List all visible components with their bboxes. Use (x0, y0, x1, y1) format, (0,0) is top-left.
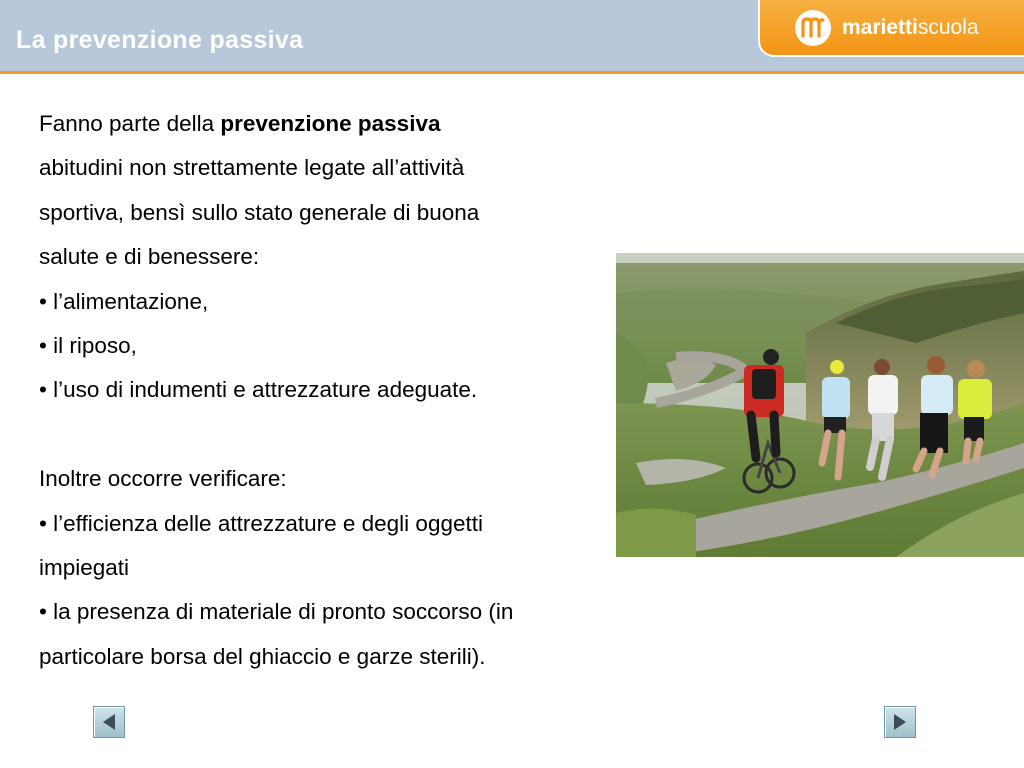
slide-title: La prevenzione passiva (16, 26, 304, 54)
header-divider (0, 71, 1024, 74)
intro-line: sportiva, bensì sullo stato generale di buona (39, 199, 480, 225)
intro-prefix: Fanno parte della (39, 111, 221, 136)
bullet-item: • la presenza di materiale di pronto soccorso (in (39, 599, 514, 625)
intro-line: salute e di benessere: (39, 244, 260, 270)
arrow-right-icon (885, 707, 915, 737)
bullet-item-continuation: impiegati (39, 555, 130, 581)
marietti-logo-icon (793, 8, 833, 48)
previous-slide-button[interactable] (93, 706, 125, 738)
intro-bold-term: prevenzione passiva (220, 111, 441, 136)
publisher-logo (758, 0, 1024, 57)
logo-brand-light: scuola (917, 16, 979, 39)
intro-line (39, 102, 659, 146)
bullet-item: • l’alimentazione, (39, 288, 209, 314)
next-slide-button[interactable] (884, 706, 916, 738)
body-text (39, 102, 659, 679)
bullet-item: • l’efficienza delle attrezzature e degli oggetti (39, 510, 483, 536)
arrow-left-icon (94, 707, 124, 737)
section-heading: Inoltre occorre verificare: (39, 466, 287, 492)
blank-line (39, 413, 659, 457)
photo-runners-cyclist (616, 253, 1024, 557)
publisher-name (842, 16, 979, 40)
intro-line: abitudini non strettamente legate all’attività (39, 155, 465, 181)
logo-brand-bold: marietti (842, 16, 918, 39)
bullet-item: • l’uso di indumenti e attrezzature adeguate. (39, 377, 478, 403)
bullet-item: • il riposo, (39, 333, 137, 359)
bullet-item-continuation: particolare borsa del ghiaccio e garze sterili). (39, 643, 486, 669)
